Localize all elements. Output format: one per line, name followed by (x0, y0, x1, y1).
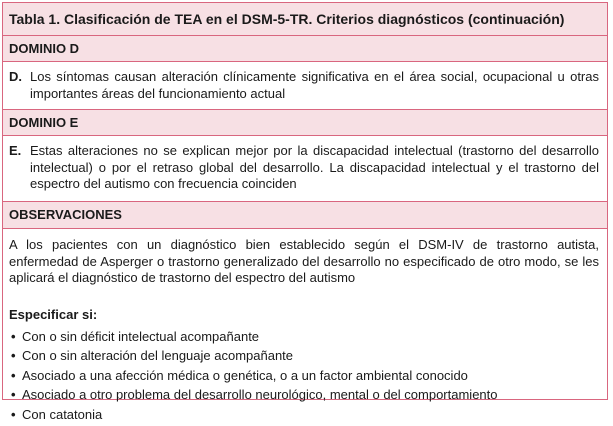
list-item-text: Asociado a una afección médica o genética, o a un factor ambiental conocido (22, 367, 468, 383)
list-item (11, 387, 498, 406)
criteria-table (2, 2, 608, 422)
observaciones-text: A los pacientes con un diagnóstico bien establecido según el DSM-IV de trastorno autista, enfermedad de Asperger o trastorno generalizado del desarrollo no especificado de otro modo, se les aplicará el diagnóstico de trastorno del espectro del autismo (9, 237, 599, 285)
bullet-icon: • (11, 348, 16, 364)
list-item-text: Con o sin alteración del lenguaje acompañante (22, 348, 294, 364)
dominio-e-criterion (9, 143, 599, 193)
criterion-text: Los síntomas causan alteración clínicamente significativa en el área social, ocupacional u otras importantes áreas del funcionamiento actual (30, 69, 599, 101)
bullet-icon: • (11, 329, 16, 344)
dominio-d-body (3, 62, 607, 110)
dominio-e-header: DOMINIO E (3, 110, 607, 136)
criterion-text: Estas alteraciones no se explican mejor por la discapacidad intelectual (trastorno del desarrollo intelectual) o por el retraso global del desarrollo. La discapacidad intelectual y el trastorno del espectro del autismo con frecuencia coinciden (30, 143, 599, 191)
list-item (11, 407, 498, 426)
list-item (11, 329, 498, 348)
specifier-list (11, 329, 498, 426)
criterion-letter: E. (9, 143, 22, 158)
dominio-e-body (3, 136, 607, 202)
bullet-icon: • (11, 387, 16, 403)
observaciones-header: OBSERVACIONES (3, 202, 607, 229)
list-item-text: Con o sin déficit intelectual acompañante (22, 329, 260, 344)
bullet-icon: • (11, 367, 16, 383)
list-item (11, 348, 498, 367)
bullet-icon: • (11, 406, 16, 422)
observaciones-body (3, 229, 607, 422)
list-item-text: Asociado a otro problema del desarrollo neurológico, mental o del comportamiento (22, 387, 498, 403)
dominio-d-criterion (9, 69, 599, 102)
list-item-text: Con catatonia (22, 406, 103, 422)
specify-label: Especificar si: (9, 307, 98, 322)
dominio-d-header: DOMINIO D (3, 36, 607, 62)
criterion-letter: D. (9, 69, 22, 84)
list-item (11, 368, 498, 387)
table-title: Tabla 1. Clasificación de TEA en el DSM-5-TR. Criterios diagnósticos (continuación) (3, 3, 607, 36)
